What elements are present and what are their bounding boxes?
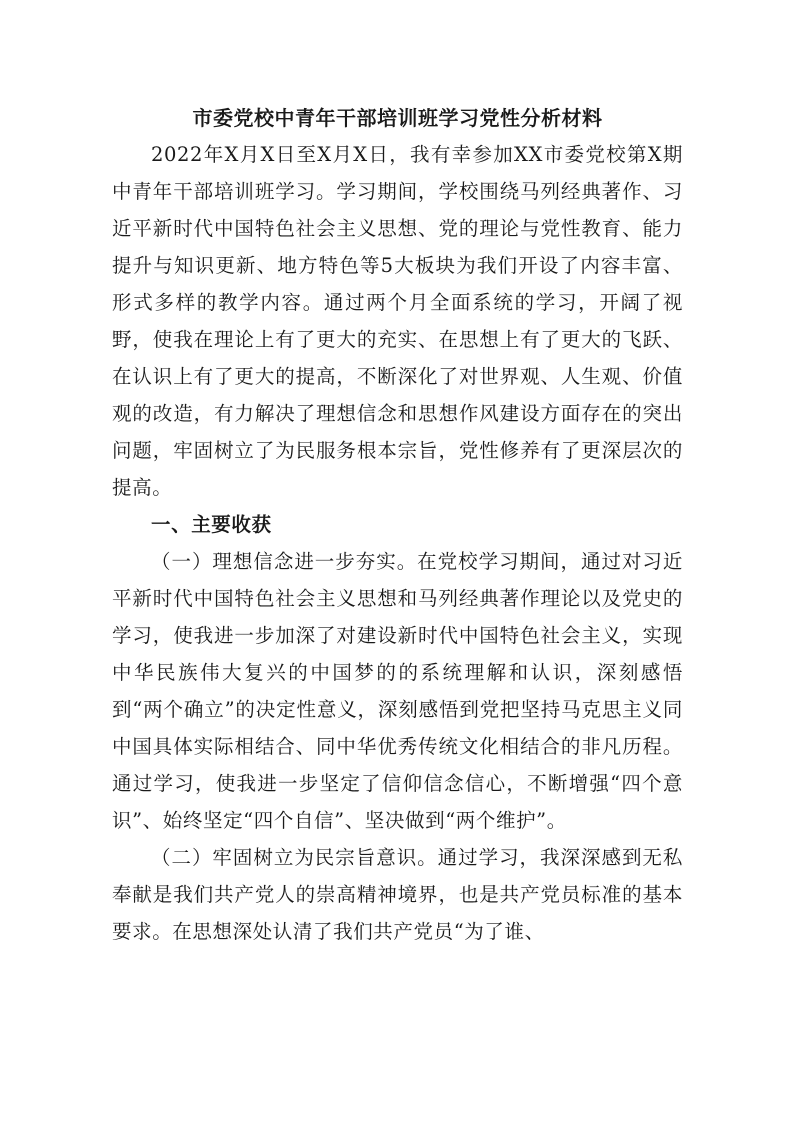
- section-heading-main-gains: 一、主要收获: [151, 513, 272, 536]
- document-title: 市委党校中青年干部培训班学习党性分析材料: [192, 106, 603, 130]
- intro-paragraph: 2022年X月X日至X月X日，我有幸参加XX市委党校第X期中青年干部培训班学习。学习期间，学校围绕马列经典著作、习近平新时代中国特色社会主义思想、党的理论与党性教育、能力提升与知识更新、地方特色等5大板块为我们开设了内容丰富、形式多样的教学内容。通过两个月全面系统的学习，开阔了视野，使我在理论上有了更大的充实、在思想上有了更大的飞跃、在认识上有了更大的提高，不断深化了对世界观、人生观、价值观的改造，有力解决了理想信念和思想作风建设方面存在的突出问题，牢固树立了为民服务根本宗旨，党性修养有了更深层次的提高。: [112, 143, 683, 499]
- point-two-paragraph: （二）牢固树立为民宗旨意识。通过学习，我深深感到无私奉献是我们共产党人的崇高精神境界，也是共产党员标准的基本要求。在思想深处认清了我们共产党员“为了谁、: [112, 846, 683, 943]
- point-one-paragraph: （一）理想信念进一步夯实。在党校学习期间，通过对习近平新时代中国特色社会主义思想和马列经典著作理论以及党史的学习，使我进一步加深了对建设新时代中国特色社会主义，实现中华民族伟大复兴的中国梦的的系统理解和认识，深刻感悟到“两个确立”的决定性意义，深刻感悟到党把坚持马克思主义同中国具体实际相结合、同中华优秀传统文化相结合的非凡历程。通过学习，使我进一步坚定了信仰信念信心，不断增强“四个意识”、始终坚定“四个自信”、坚决做到“两个维护”。: [112, 550, 683, 832]
